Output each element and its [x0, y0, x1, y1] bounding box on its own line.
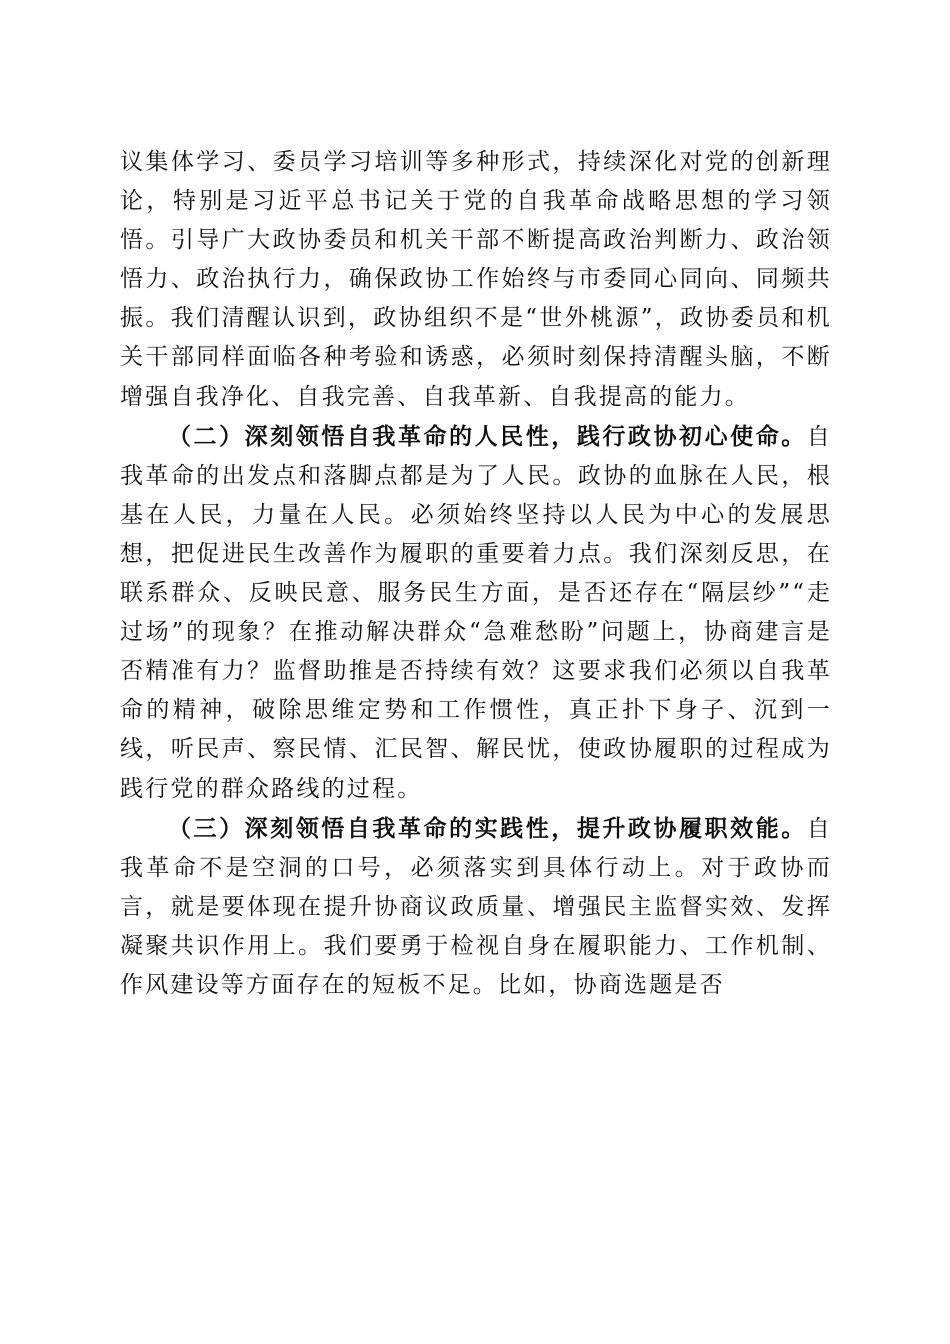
paragraph-text: 议集体学习、委员学习培训等多种形式，持续深化对党的创新理论，特别是习近平总书记关于党的自我革命战略思想的学习领悟。引导广大政协委员和机关干部不断提高政治判断力、政治领悟力、政治执行力，确保政协工作始终与市委同心同向、同频共振。我们清醒认识到，政协组织不是“世外桃源”，政协委员和机关干部同样面临各种考验和诱惑，必须时刻保持清醒头脑，不断增强自我净化、自我完善、自我革新、自我提高的能力。 — [120, 149, 832, 410]
section-heading: （二）深刻领悟自我革命的人民性，践行政协初心使命。 — [168, 422, 807, 450]
section-heading: （三）深刻领悟自我革命的实践性，提升政协履职效能。 — [168, 814, 807, 842]
paragraph-section-two — [120, 417, 832, 809]
document-body — [120, 143, 832, 1005]
paragraph-text: 自我革命不是空洞的口号，必须落实到具体行动上。对于政协而言，就是要体现在提升协商议政质量、增强民主监督实效、发挥凝聚共识作用上。我们要勇于检视自身在履职能力、工作机制、作风建设等方面存在的短板不足。比如，协商选题是否 — [120, 815, 832, 998]
paragraph-section-three — [120, 809, 832, 1005]
paragraph-text: 自我革命的出发点和落脚点都是为了人民。政协的血脉在人民，根基在人民，力量在人民。必须始终坚持以人民为中心的发展思想，把促进民生改善作为履职的重要着力点。我们深刻反思，在联系群众、反映民意、服务民生方面，是否还存在“隔层纱”“走过场”的现象？在推动解决群众“急难愁盼”问题上，协商建言是否精准有力？监督助推是否持续有效？这要求我们必须以自我革命的精神，破除思维定势和工作惯性，真正扑下身子、沉到一线，听民声、察民情、汇民智、解民忧，使政协履职的过程成为践行党的群众路线的过程。 — [120, 423, 832, 802]
paragraph-continuation — [120, 143, 832, 417]
